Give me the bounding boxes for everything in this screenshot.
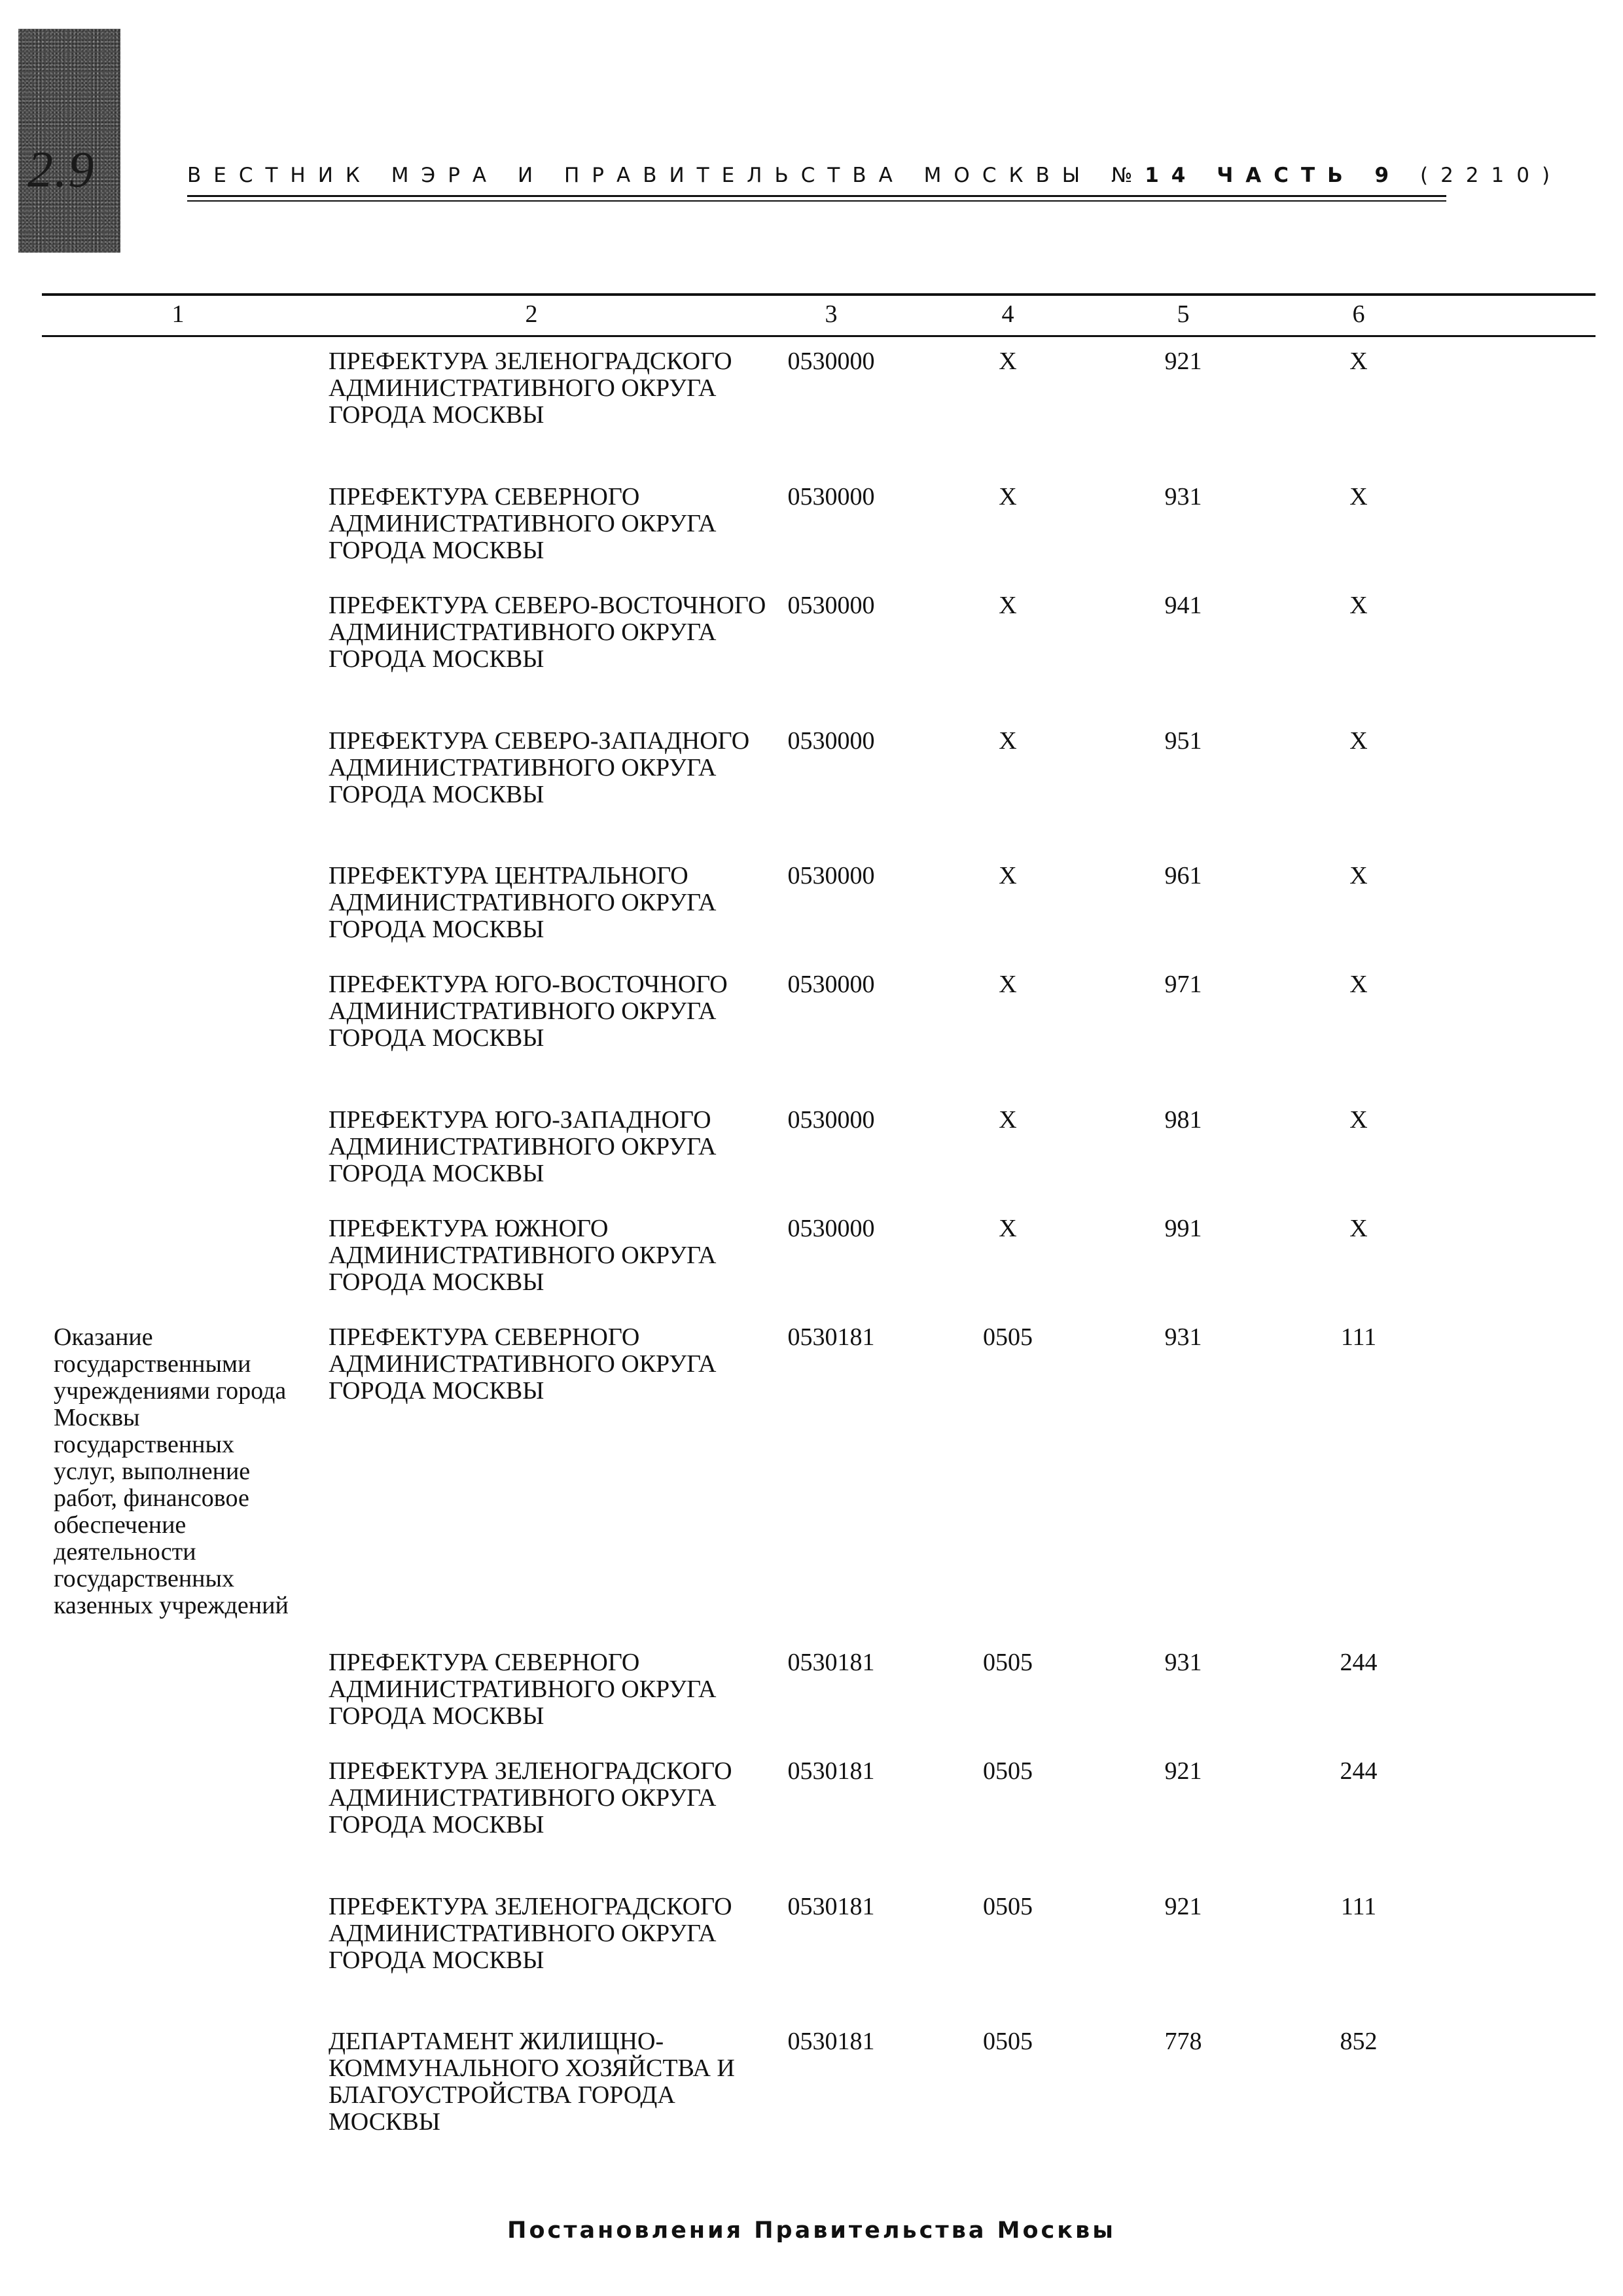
cell-department: 981 — [1164, 1106, 1202, 1134]
column-header-3: 3 — [825, 300, 838, 328]
issue-part: ЧАСТЬ 9 — [1217, 164, 1402, 187]
column-header-4: 4 — [1001, 300, 1014, 328]
issue-serial: (2210) — [1419, 164, 1563, 187]
cell-department: 921 — [1164, 1893, 1202, 1920]
cell-department: 971 — [1164, 971, 1202, 998]
cell-type: Х — [1349, 1106, 1368, 1134]
cell-section: Х — [999, 1106, 1017, 1134]
cell-organization: ПРЕФЕКТУРА СЕВЕРНОГО АДМИНИСТРАТИВНОГО ОКРУГА ГОРОДА МОСКВЫ — [329, 1649, 717, 1730]
cell-section: 0505 — [983, 1323, 1033, 1351]
cell-type: 852 — [1340, 2028, 1378, 2055]
cell-organization: ПРЕФЕКТУРА ЗЕЛЕНОГРАДСКОГО АДМИНИСТРАТИВНОГО ОКРУГА ГОРОДА МОСКВЫ — [329, 1893, 732, 1974]
cell-code: 0530181 — [787, 2028, 875, 2055]
cell-organization: ДЕПАРТАМЕНТ ЖИЛИЩНО-КОММУНАЛЬНОГО ХОЗЯЙСТВА И БЛАГОУСТРОЙСТВА ГОРОДА МОСКВЫ — [329, 2028, 735, 2136]
table-header-rule — [42, 335, 1596, 337]
cell-code: 0530000 — [787, 971, 875, 998]
cell-code: 0530000 — [787, 862, 875, 889]
header-rule-top — [187, 195, 1446, 197]
cell-organization: ПРЕФЕКТУРА ЮГО-ВОСТОЧНОГО АДМИНИСТРАТИВНОГО ОКРУГА ГОРОДА МОСКВЫ — [329, 971, 728, 1052]
cell-department: 961 — [1164, 862, 1202, 889]
cell-section: Х — [999, 862, 1017, 889]
cell-section: 0505 — [983, 1649, 1033, 1676]
cell-type: Х — [1349, 592, 1368, 619]
column-header-1: 1 — [171, 300, 185, 328]
cell-department: 931 — [1164, 1323, 1202, 1351]
cell-code: 0530000 — [787, 592, 875, 619]
cell-department: 941 — [1164, 592, 1202, 619]
cell-department: 778 — [1164, 2028, 1202, 2055]
cell-purpose: Оказание государственными учреждениями города Москвы государственных услуг, выполнение работ, финансовое обеспечение деятельности государственных казенных учреждений — [54, 1323, 289, 1619]
journal-title: ВЕСТНИК МЭРА И ПРАВИТЕЛЬСТВА МОСКВЫ № — [187, 164, 1145, 187]
cell-organization: ПРЕФЕКТУРА ЗЕЛЕНОГРАДСКОГО АДМИНИСТРАТИВНОГО ОКРУГА ГОРОДА МОСКВЫ — [329, 348, 732, 429]
cell-organization: ПРЕФЕКТУРА ЮЖНОГО АДМИНИСТРАТИВНОГО ОКРУГА ГОРОДА МОСКВЫ — [329, 1215, 717, 1296]
page-number-block — [18, 29, 120, 253]
cell-department: 921 — [1164, 1757, 1202, 1785]
cell-organization: ПРЕФЕКТУРА СЕВЕРНОГО АДМИНИСТРАТИВНОГО ОКРУГА ГОРОДА МОСКВЫ — [329, 483, 717, 564]
cell-type: Х — [1349, 348, 1368, 375]
cell-type: Х — [1349, 862, 1368, 889]
section-footer: Постановления Правительства Москвы — [507, 2217, 1116, 2244]
cell-section: 0505 — [983, 2028, 1033, 2055]
column-header-5: 5 — [1177, 300, 1190, 328]
cell-organization: ПРЕФЕКТУРА СЕВЕРНОГО АДМИНИСТРАТИВНОГО ОКРУГА ГОРОДА МОСКВЫ — [329, 1323, 717, 1405]
cell-code: 0530000 — [787, 1106, 875, 1134]
issue-number: 14 — [1145, 164, 1198, 187]
cell-department: 921 — [1164, 348, 1202, 375]
cell-type: Х — [1349, 971, 1368, 998]
cell-type: 111 — [1340, 1323, 1377, 1351]
cell-type: 244 — [1340, 1649, 1378, 1676]
cell-code: 0530181 — [787, 1757, 875, 1785]
cell-section: 0505 — [983, 1757, 1033, 1785]
table-top-rule — [42, 293, 1596, 296]
cell-section: Х — [999, 348, 1017, 375]
cell-department: 951 — [1164, 727, 1202, 755]
cell-organization: ПРЕФЕКТУРА СЕВЕРО-ЗАПАДНОГО АДМИНИСТРАТИВНОГО ОКРУГА ГОРОДА МОСКВЫ — [329, 727, 750, 808]
cell-type: 244 — [1340, 1757, 1378, 1785]
cell-type: Х — [1349, 727, 1368, 755]
cell-type: Х — [1349, 1215, 1368, 1242]
cell-type: Х — [1349, 483, 1368, 511]
cell-section: Х — [999, 1215, 1017, 1242]
cell-organization: ПРЕФЕКТУРА СЕВЕРО-ВОСТОЧНОГО АДМИНИСТРАТИВНОГО ОКРУГА ГОРОДА МОСКВЫ — [329, 592, 766, 673]
cell-organization: ПРЕФЕКТУРА ЮГО-ЗАПАДНОГО АДМИНИСТРАТИВНОГО ОКРУГА ГОРОДА МОСКВЫ — [329, 1106, 717, 1187]
column-header-2: 2 — [525, 300, 538, 328]
cell-section: Х — [999, 483, 1017, 511]
page-number: 2.9 — [27, 141, 96, 198]
cell-code: 0530181 — [787, 1893, 875, 1920]
cell-section: 0505 — [983, 1893, 1033, 1920]
cell-section: Х — [999, 592, 1017, 619]
cell-code: 0530181 — [787, 1649, 875, 1676]
cell-code: 0530000 — [787, 348, 875, 375]
cell-department: 931 — [1164, 1649, 1202, 1676]
cell-organization: ПРЕФЕКТУРА ЦЕНТРАЛЬНОГО АДМИНИСТРАТИВНОГО ОКРУГА ГОРОДА МОСКВЫ — [329, 862, 717, 943]
journal-header — [187, 164, 1562, 187]
cell-code: 0530181 — [787, 1323, 875, 1351]
cell-department: 991 — [1164, 1215, 1202, 1242]
cell-type: 111 — [1340, 1893, 1377, 1920]
column-header-6: 6 — [1352, 300, 1365, 328]
cell-code: 0530000 — [787, 1215, 875, 1242]
cell-section: Х — [999, 727, 1017, 755]
cell-section: Х — [999, 971, 1017, 998]
cell-code: 0530000 — [787, 483, 875, 511]
cell-organization: ПРЕФЕКТУРА ЗЕЛЕНОГРАДСКОГО АДМИНИСТРАТИВНОГО ОКРУГА ГОРОДА МОСКВЫ — [329, 1757, 732, 1839]
cell-code: 0530000 — [787, 727, 875, 755]
cell-department: 931 — [1164, 483, 1202, 511]
header-rule-bottom — [187, 200, 1446, 202]
